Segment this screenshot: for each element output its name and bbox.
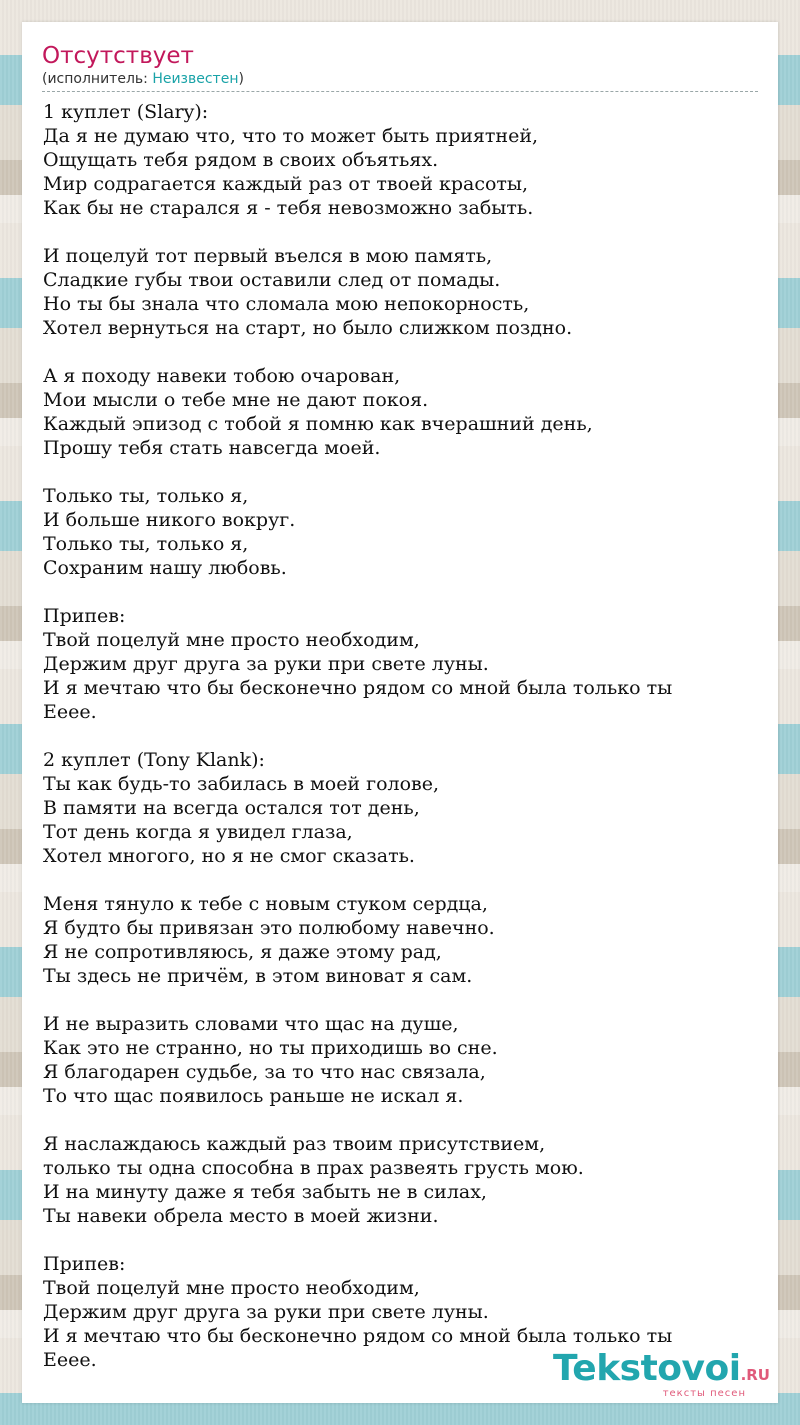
lyrics-text xyxy=(43,100,763,1372)
lyric-line: Ееее. xyxy=(43,1349,97,1371)
lyric-line: Да я не думаю что, что то может быть приятней, xyxy=(43,125,539,147)
stanza-gap xyxy=(43,868,763,892)
lyric-line: Я будто бы привязан это полюбому навечно. xyxy=(43,917,495,939)
artist-line xyxy=(42,70,758,88)
logo-tld: .RU xyxy=(740,1366,770,1384)
lyrics-card xyxy=(22,22,778,1403)
lyric-line: Ты здесь не причём, в этом виноват я сам. xyxy=(43,965,473,987)
lyric-line: Сохраним нашу любовь. xyxy=(43,557,287,579)
stanza-gap xyxy=(43,1108,763,1132)
lyric-line: Хотел многого, но я не смог сказать. xyxy=(43,845,415,867)
lyric-line: И не выразить словами что щас на душе, xyxy=(43,1013,459,1035)
lyric-line: Припев: xyxy=(43,605,126,627)
song-header xyxy=(42,42,758,92)
lyric-line: Но ты бы знала что сломала мою непокорность, xyxy=(43,293,530,315)
lyric-line: И поцелуй тот первый въелся в мою память, xyxy=(43,245,493,267)
lyric-line: Сладкие губы твои оставили след от помады. xyxy=(43,269,501,291)
lyric-line: Ееее. xyxy=(43,701,97,723)
lyric-line: Как бы не старался я - тебя невозможно забыть. xyxy=(43,197,534,219)
lyric-line: И я мечтаю что бы бесконечно рядом со мной была только ты xyxy=(43,677,673,699)
logo-name: Tekstovoi xyxy=(553,1348,741,1389)
lyric-line: только ты одна способна в прах развеять грусть мою. xyxy=(43,1157,584,1179)
logo-tagline: тексты песен xyxy=(662,1388,746,1399)
artist-link[interactable]: Неизвестен xyxy=(152,71,239,87)
lyric-line: И больше никого вокруг. xyxy=(43,509,296,531)
lyric-line: 1 куплет (Slary): xyxy=(43,101,209,123)
stanza-gap xyxy=(43,220,763,244)
site-logo[interactable] xyxy=(553,1350,770,1399)
stanza-gap xyxy=(43,724,763,748)
stanza-gap xyxy=(43,340,763,364)
lyric-line: И я мечтаю что бы бесконечно рядом со мной была только ты xyxy=(43,1325,673,1347)
lyric-line: Только ты, только я, xyxy=(43,485,249,507)
lyric-line: В памяти на всегда остался тот день, xyxy=(43,797,420,819)
lyric-line: Каждый эпизод с тобой я помню как вчерашний день, xyxy=(43,413,593,435)
lyric-line: Держим друг друга за руки при свете луны. xyxy=(43,653,489,675)
lyric-line: Ты как будь-то забилась в моей голове, xyxy=(43,773,440,795)
lyric-line: Твой поцелуй мне просто необходим, xyxy=(43,629,420,651)
lyric-line: Только ты, только я, xyxy=(43,533,249,555)
song-title: Отсутствует xyxy=(42,43,194,69)
lyric-line: Хотел вернуться на старт, но было слижком поздно. xyxy=(43,317,573,339)
lyric-line: Мир содрагается каждый раз от твоей красоты, xyxy=(43,173,529,195)
lyric-line: 2 куплет (Tony Klank): xyxy=(43,749,265,771)
lyric-line: Ты навеки обрела место в моей жизни. xyxy=(43,1205,439,1227)
lyric-line: Держим друг друга за руки при свете луны. xyxy=(43,1301,489,1323)
lyric-line: Я наслаждаюсь каждый раз твоим присутствием, xyxy=(43,1133,546,1155)
lyric-line: Как это не странно, но ты приходишь во сне. xyxy=(43,1037,498,1059)
stanza-gap xyxy=(43,460,763,484)
stanza-gap xyxy=(43,988,763,1012)
lyric-line: Тот день когда я увидел глаза, xyxy=(43,821,353,843)
lyric-line: Я благодарен судьбе, за то что нас связала, xyxy=(43,1061,486,1083)
lyric-line: И на минуту даже я тебя забыть не в силах, xyxy=(43,1181,487,1203)
lyric-line: То что щас появилось раньше не искал я. xyxy=(43,1085,464,1107)
lyric-line: Я не сопротивляюсь, я даже этому рад, xyxy=(43,941,442,963)
stanza-gap xyxy=(43,1228,763,1252)
stanza-gap xyxy=(43,580,763,604)
lyric-line: А я походу навеки тобою очарован, xyxy=(43,365,401,387)
lyric-line: Меня тянуло к тебе с новым стуком сердца, xyxy=(43,893,488,915)
artist-suffix: ) xyxy=(238,71,244,87)
lyric-line: Прошу тебя стать навсегда моей. xyxy=(43,437,381,459)
lyric-line: Припев: xyxy=(43,1253,126,1275)
lyric-line: Мои мысли о тебе мне не дают покоя. xyxy=(43,389,429,411)
lyric-line: Ощущать тебя рядом в своих объятьях. xyxy=(43,149,439,171)
artist-prefix: (исполнитель: xyxy=(42,71,153,87)
lyric-line: Твой поцелуй мне просто необходим, xyxy=(43,1277,420,1299)
